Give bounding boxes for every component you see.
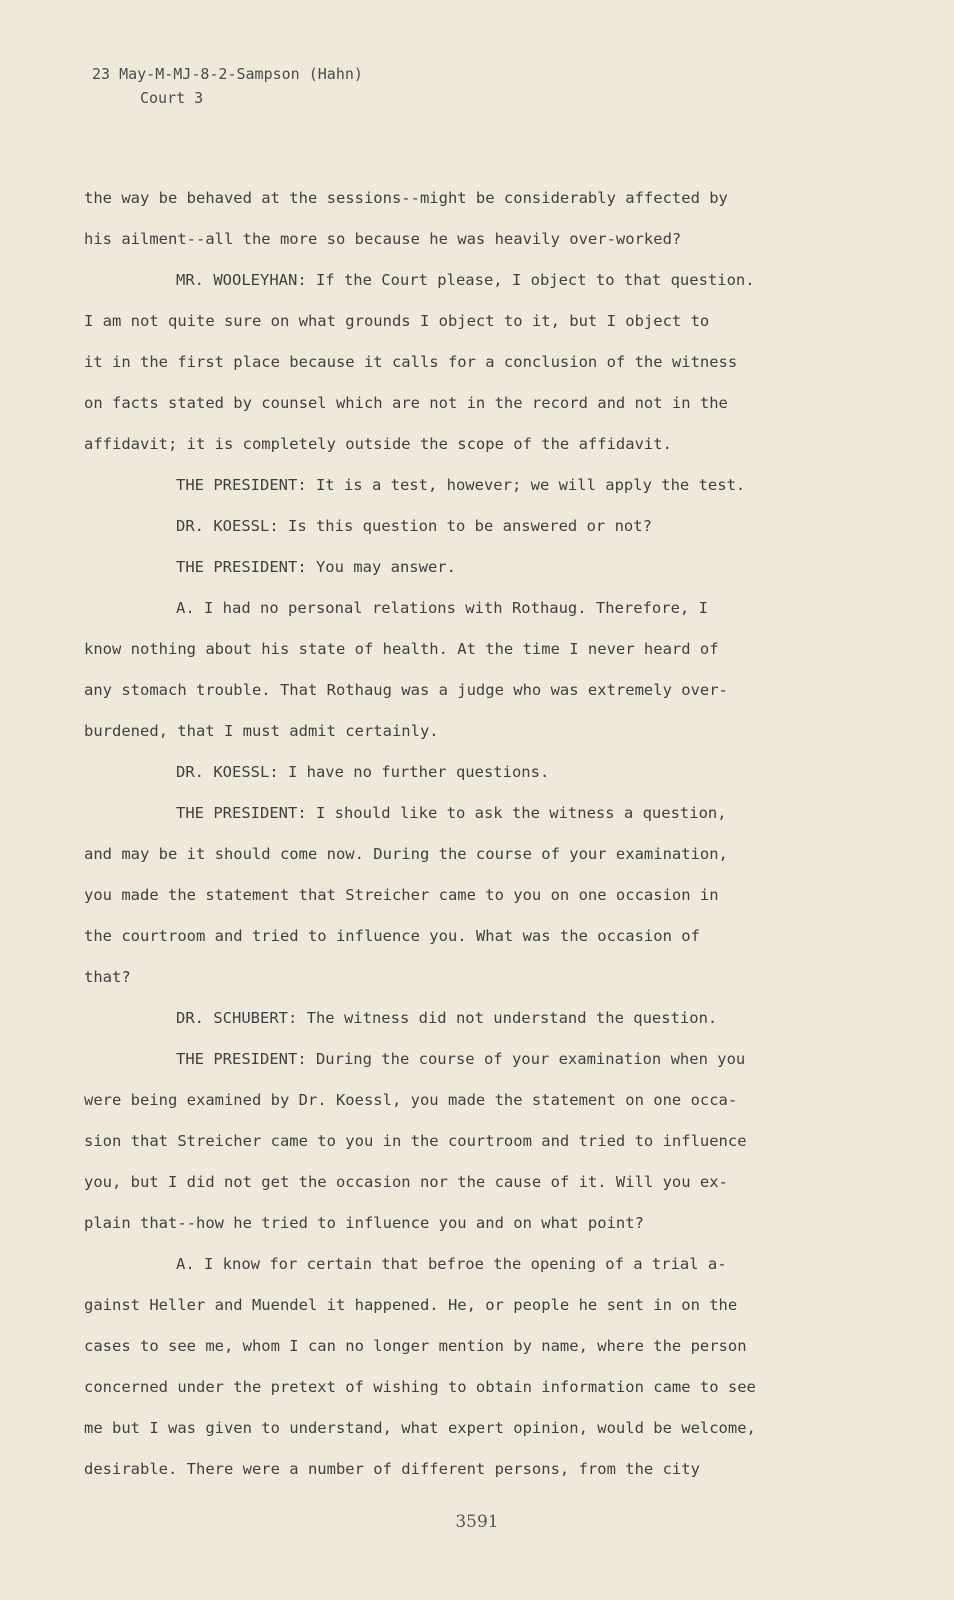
transcript-line: MR. WOOLEYHAN: If the Court please, I object to that question. bbox=[176, 271, 755, 289]
transcript-line: THE PRESIDENT: It is a test, however; we will apply the test. bbox=[176, 476, 746, 494]
transcript-line: THE PRESIDENT: I should like to ask the witness a question, bbox=[176, 804, 727, 822]
transcript-line: me but I was given to understand, what expert opinion, would be welcome, bbox=[84, 1419, 756, 1437]
transcript-line: cases to see me, whom I can no longer mention by name, where the person bbox=[84, 1337, 747, 1355]
transcript-line: A. I know for certain that befroe the opening of a trial a- bbox=[176, 1255, 727, 1273]
transcript-line: you made the statement that Streicher came to you on one occasion in bbox=[84, 886, 719, 904]
header-court: Court 3 bbox=[140, 89, 204, 107]
transcript-line: were being examined by Dr. Koessl, you made the statement on one occa- bbox=[84, 1091, 738, 1109]
transcript-line: plain that--how he tried to influence you and on what point? bbox=[84, 1214, 644, 1232]
transcript-line: DR. SCHUBERT: The witness did not understand the question. bbox=[176, 1009, 718, 1027]
transcript-line: you, but I did not get the occasion nor the cause of it. Will you ex- bbox=[84, 1173, 728, 1191]
transcript-line: DR. KOESSL: I have no further questions. bbox=[176, 763, 550, 781]
transcript-line: know nothing about his state of health. At the time I never heard of bbox=[84, 640, 719, 658]
transcript-line: THE PRESIDENT: During the course of your examination when you bbox=[176, 1050, 746, 1068]
transcript-line: gainst Heller and Muendel it happened. He, or people he sent in on the bbox=[84, 1296, 738, 1314]
transcript-line: concerned under the pretext of wishing to obtain information came to see bbox=[84, 1378, 756, 1396]
transcript-body bbox=[84, 178, 844, 1490]
transcript-line: any stomach trouble. That Rothaug was a judge who was extremely over- bbox=[84, 681, 728, 699]
transcript-line: his ailment--all the more so because he was heavily over-worked? bbox=[84, 230, 682, 248]
document-header bbox=[92, 62, 363, 110]
transcript-line: I am not quite sure on what grounds I object to it, but I object to bbox=[84, 312, 710, 330]
page-number: 3591 bbox=[455, 1512, 499, 1532]
transcript-line: on facts stated by counsel which are not in the record and not in the bbox=[84, 394, 728, 412]
header-reference: 23 May-M-MJ-8-2-Sampson (Hahn) bbox=[92, 65, 363, 83]
transcript-line: it in the first place because it calls for a conclusion of the witness bbox=[84, 353, 738, 371]
transcript-line: burdened, that I must admit certainly. bbox=[84, 722, 439, 740]
transcript-line: and may be it should come now. During the course of your examination, bbox=[84, 845, 728, 863]
transcript-line: the courtroom and tried to influence you. What was the occasion of bbox=[84, 927, 700, 945]
transcript-line: A. I had no personal relations with Rothaug. Therefore, I bbox=[176, 599, 708, 617]
transcript-line: the way be behaved at the sessions--might be considerably affected by bbox=[84, 189, 728, 207]
transcript-line: THE PRESIDENT: You may answer. bbox=[176, 558, 456, 576]
transcript-line: sion that Streicher came to you in the courtroom and tried to influence bbox=[84, 1132, 747, 1150]
transcript-line: that? bbox=[84, 968, 131, 986]
transcript-line: affidavit; it is completely outside the scope of the affidavit. bbox=[84, 435, 672, 453]
transcript-line: DR. KOESSL: Is this question to be answered or not? bbox=[176, 517, 652, 535]
transcript-line: desirable. There were a number of different persons, from the city bbox=[84, 1460, 700, 1478]
